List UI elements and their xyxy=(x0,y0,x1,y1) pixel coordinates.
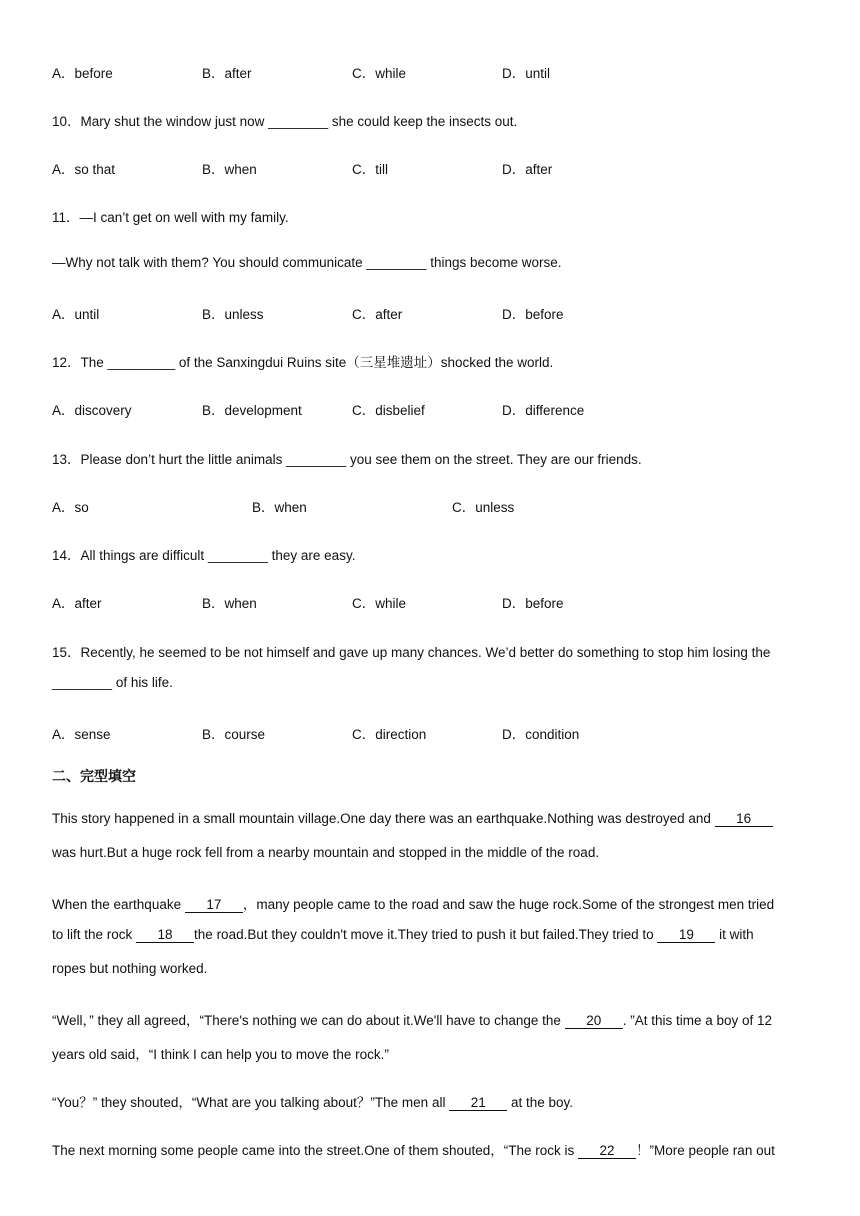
cloze-text: ropes but nothing worked. xyxy=(52,961,208,976)
cloze-text: it with xyxy=(715,927,754,942)
q10-option-c: C．till xyxy=(352,162,388,177)
q11-stem-2: —Why not talk with them? You should communicate ________ things become worse. xyxy=(52,255,562,270)
blank-20: 20 xyxy=(565,1014,623,1029)
cloze-text: ，many people came to the road and saw the huge rock.Some of the strongest men tried xyxy=(242,897,775,912)
q9-option-a: A．before xyxy=(52,66,113,81)
q14-option-a: A．after xyxy=(52,596,102,611)
cloze-text: at the boy. xyxy=(507,1095,573,1110)
q15-option-c: C．direction xyxy=(352,727,427,742)
q13-option-b: B．when xyxy=(252,500,307,515)
cloze-text: years old said，“I think I can help you to move the rock.” xyxy=(52,1047,389,1062)
cloze-text: “Well，” they all agreed，“There's nothing we can do about it.We'll have to change the xyxy=(52,1013,565,1028)
blank-21: 21 xyxy=(449,1096,507,1111)
cloze-text: was hurt.But a huge rock fell from a nearby mountain and stopped in the middle of the road. xyxy=(52,845,600,860)
cloze-line-6 xyxy=(52,1009,812,1029)
q14-option-c: C．while xyxy=(352,596,407,611)
cloze-line-8 xyxy=(52,1091,812,1111)
q11-stem-1: 11．—I can’t get on well with my family. xyxy=(52,210,289,225)
q14-stem: 14．All things are difficult ________ they are easy. xyxy=(52,548,356,563)
q11-option-d: D．before xyxy=(502,307,564,322)
q14-option-b: B．when xyxy=(202,596,257,611)
q15-option-d: D．condition xyxy=(502,727,580,742)
cloze-line-3 xyxy=(52,893,812,913)
blank-22: 22 xyxy=(578,1144,636,1159)
cloze-text: . ”At this time a boy of 12 xyxy=(622,1013,773,1028)
q10-option-d: D．after xyxy=(502,162,553,177)
cloze-text: The next morning some people came into the street.One of them shouted，“The rock is xyxy=(52,1143,579,1158)
cloze-line-1 xyxy=(52,811,812,827)
q15-stem-2: ________ of his life. xyxy=(52,675,173,690)
q9-option-d: D．until xyxy=(502,66,551,81)
cloze-line-2 xyxy=(52,845,812,860)
q13-stem: 13．Please don’t hurt the little animals ________ you see them on the street. They are our friends. xyxy=(52,452,642,467)
q15-stem-1: 15．Recently, he seemed to be not himself and gave up many chances. We’d better do something to stop him losing the xyxy=(52,645,771,660)
q9-option-b: B．after xyxy=(202,66,252,81)
q10-option-a: A．so that xyxy=(52,162,116,177)
q10-option-b: B．when xyxy=(202,162,257,177)
q12-stem: 12．The _________ of the Sanxingdui Ruins site（三星堆遗址）shocked the world. xyxy=(52,355,554,370)
cloze-line-5 xyxy=(52,961,812,976)
blank-18: 18 xyxy=(136,928,194,943)
cloze-text: When the earthquake xyxy=(52,897,185,912)
q11-option-b: B．unless xyxy=(202,307,264,322)
cloze-line-4 xyxy=(52,927,812,943)
q12-option-d: D．difference xyxy=(502,403,585,418)
q11-option-a: A．until xyxy=(52,307,100,322)
cloze-text: the road.But they couldn't move it.They tried to push it but failed.They tried to xyxy=(194,927,658,942)
q12-option-b: B．development xyxy=(202,403,302,418)
q9-option-c: C．while xyxy=(352,66,407,81)
cloze-text: This story happened in a small mountain village.One day there was an earthquake.Nothing was destroyed and xyxy=(52,811,715,826)
q12-option-a: A．discovery xyxy=(52,403,132,418)
blank-16: 16 xyxy=(715,812,773,827)
blank-17: 17 xyxy=(185,898,243,913)
q11-option-c: C．after xyxy=(352,307,403,322)
blank-19: 19 xyxy=(657,928,715,943)
q15-option-b: B．course xyxy=(202,727,266,742)
cloze-line-7 xyxy=(52,1043,812,1063)
q15-option-a: A．sense xyxy=(52,727,111,742)
q13-option-a: A．so xyxy=(52,500,89,515)
q12-option-c: C．disbelief xyxy=(352,403,425,418)
cloze-text: “You？” they shouted，“What are you talking about？”The men all xyxy=(52,1095,450,1110)
q14-option-d: D．before xyxy=(502,596,564,611)
cloze-text: to lift the rock xyxy=(52,927,137,942)
cloze-line-9 xyxy=(52,1139,812,1159)
section-title-cloze: 二、完型填空 xyxy=(52,768,136,784)
q13-option-c: C．unless xyxy=(452,500,515,515)
q10-stem: 10．Mary shut the window just now ________ she could keep the insects out. xyxy=(52,114,518,129)
cloze-text: ！”More people ran out xyxy=(636,1143,775,1158)
